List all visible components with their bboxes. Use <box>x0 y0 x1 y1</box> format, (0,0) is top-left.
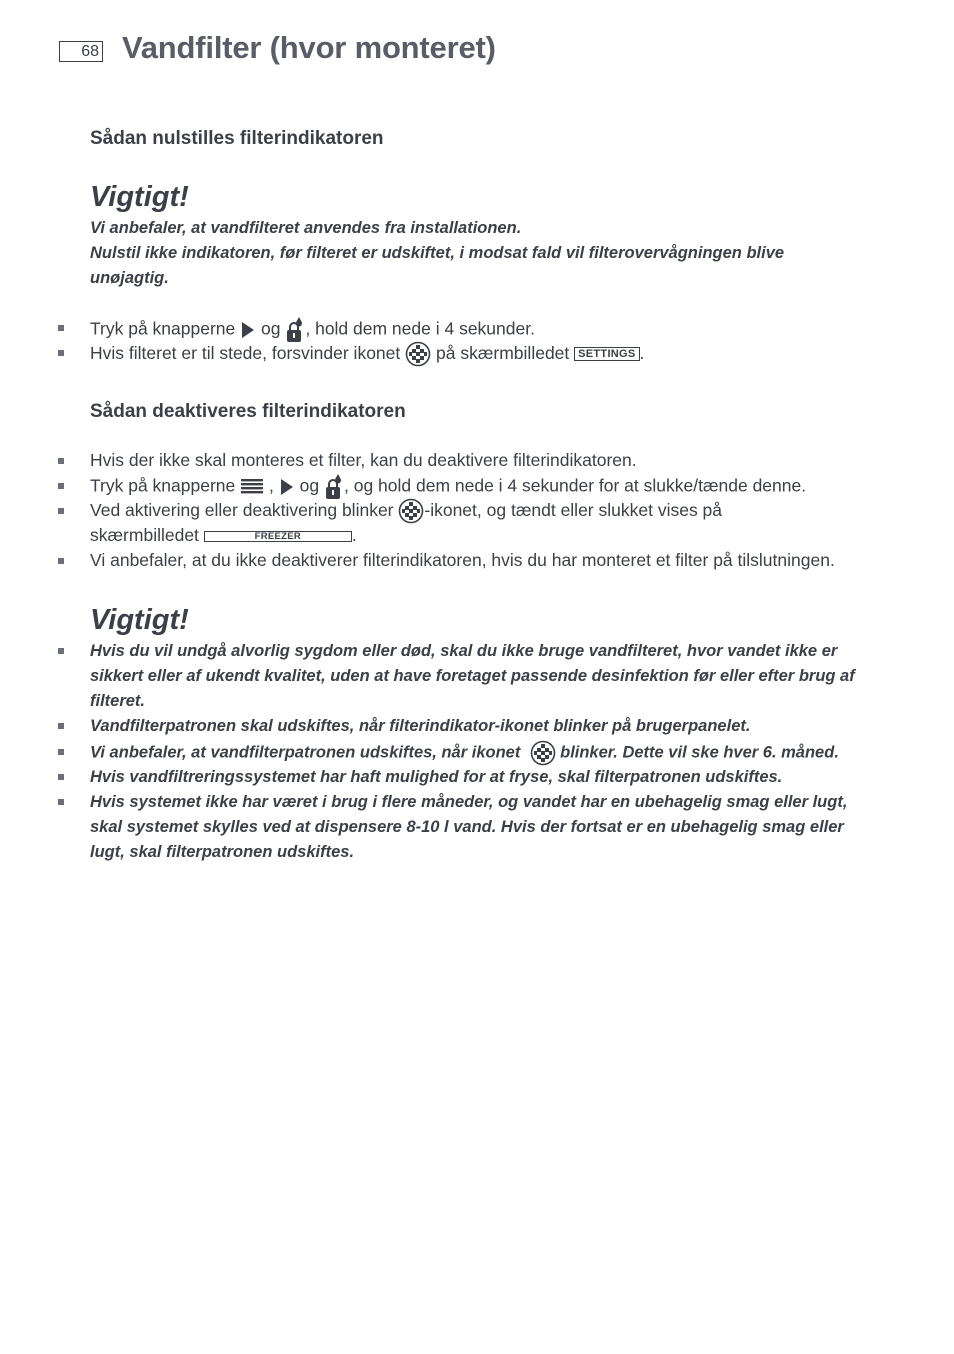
list-item: Vi anbefaler, at du ikke deaktiverer filterindikatoren, hvis du har monteret et filter på tilslutningen. <box>90 550 835 570</box>
list-item-text: Ved aktivering eller deaktivering blinker <box>90 500 394 520</box>
section-heading-deactivate: Sådan deaktiveres filterindikatoren <box>90 401 406 422</box>
warning-line: skal systemet skylles ved at dispensere 8-10 l vand. Hvis der fortsat er en ubehagelig smag eller <box>90 818 844 836</box>
warning-line: Hvis du vil undgå alvorlig sygdom eller død, skal du ikke bruge vandfilteret, hvor vandet ikke er <box>90 642 838 660</box>
page-title: Vandfilter (hvor monteret) <box>122 30 496 65</box>
water-filter-icon <box>530 740 556 766</box>
warning-item <box>90 639 890 714</box>
bullet-marker <box>58 558 64 564</box>
settings-screen-label: SETTINGS <box>574 347 639 361</box>
bullet-marker <box>58 458 64 464</box>
list-item-text: , hold dem nede i 4 sekunder. <box>305 318 535 339</box>
bullet-marker <box>58 648 64 654</box>
bullet-marker <box>58 483 64 489</box>
water-filter-icon <box>398 498 424 524</box>
bullet-marker <box>58 508 64 514</box>
warning-text: Vi anbefaler, at vandfilterpatronen udskiftes, når ikonet <box>90 743 521 762</box>
warning-line: sikkert eller af ukendt kvalitet, uden at have foretaget passende desinfektion før eller efter brug af <box>90 667 855 685</box>
list-item <box>90 341 644 367</box>
bullet-marker <box>58 749 64 755</box>
important-line: Vi anbefaler, at vandfilteret anvendes fra installationen. <box>90 219 522 237</box>
list-item-text: . <box>639 343 645 363</box>
warning-item <box>90 740 890 766</box>
bullet-marker <box>58 350 64 356</box>
menu-lines-icon <box>240 478 264 496</box>
page-number: 68 <box>59 41 103 62</box>
section-heading-reset: Sådan nulstilles filterindikatoren <box>90 128 384 149</box>
list-item-text: skærmbilledet <box>90 525 199 545</box>
warning-item <box>90 714 890 739</box>
bullet-marker <box>58 774 64 780</box>
warning-line: filteret. <box>90 692 146 710</box>
list-item: Hvis der ikke skal monteres et filter, kan du deaktivere filterindikatoren. <box>90 450 637 470</box>
warning-line: Vandfilterpatronen skal udskiftes, når filterindikator-ikonet blinker på brugerpanelet. <box>90 717 751 735</box>
list-item-text: , og hold dem nede i 4 sekunder for at slukke/tænde denne. <box>343 475 807 496</box>
list-item-text: , <box>269 475 274 496</box>
list-item-text: . <box>351 525 357 545</box>
list-item-text: Tryk på knapperne <box>90 318 236 339</box>
play-button-icon <box>240 321 256 339</box>
bullet-marker <box>58 799 64 805</box>
important-title: Vigtigt! <box>90 604 189 636</box>
important-line: unøjagtig. <box>90 269 169 287</box>
warning-item <box>90 790 890 865</box>
important-line: Nulstil ikke indikatoren, før filteret er udskiftet, i modsat fald vil filterovervågningen blive <box>90 244 785 262</box>
list-item <box>90 316 535 344</box>
water-filter-icon <box>405 341 431 367</box>
warning-item <box>90 765 890 790</box>
list-item-continuation <box>90 523 357 548</box>
bullet-marker <box>58 723 64 729</box>
lock-drop-icon <box>324 473 344 501</box>
important-title: Vigtigt! <box>90 181 189 213</box>
list-item-text: på skærmbilledet <box>436 343 570 363</box>
warning-text: blinker. Dette vil ske hver 6. måned. <box>560 743 839 762</box>
list-item-text: Hvis filteret er til stede, forsvinder ikonet <box>90 343 401 363</box>
list-item <box>90 498 722 524</box>
list-item-text: -ikonet, og tændt eller slukket vises på <box>424 500 723 520</box>
warning-line: Hvis vandfiltreringssystemet har haft mulighed for at fryse, skal filterpatronen udskiftes. <box>90 768 783 786</box>
freezer-screen-label: FREEZER <box>204 531 352 542</box>
list-item-text: Tryk på knapperne <box>90 475 236 496</box>
list-item-text: og <box>299 475 320 496</box>
warning-line <box>90 740 890 766</box>
play-button-icon <box>279 478 295 496</box>
list-item-text: og <box>261 318 281 339</box>
warning-line: lugt, skal filterpatronen udskiftes. <box>90 843 355 861</box>
lock-drop-icon <box>285 316 305 344</box>
bullet-marker <box>58 325 64 331</box>
list-item <box>90 473 806 501</box>
warning-line: Hvis systemet ikke har været i brug i flere måneder, og vandet har en ubehagelig smag eller lugt, <box>90 793 848 811</box>
important-note <box>90 216 890 291</box>
